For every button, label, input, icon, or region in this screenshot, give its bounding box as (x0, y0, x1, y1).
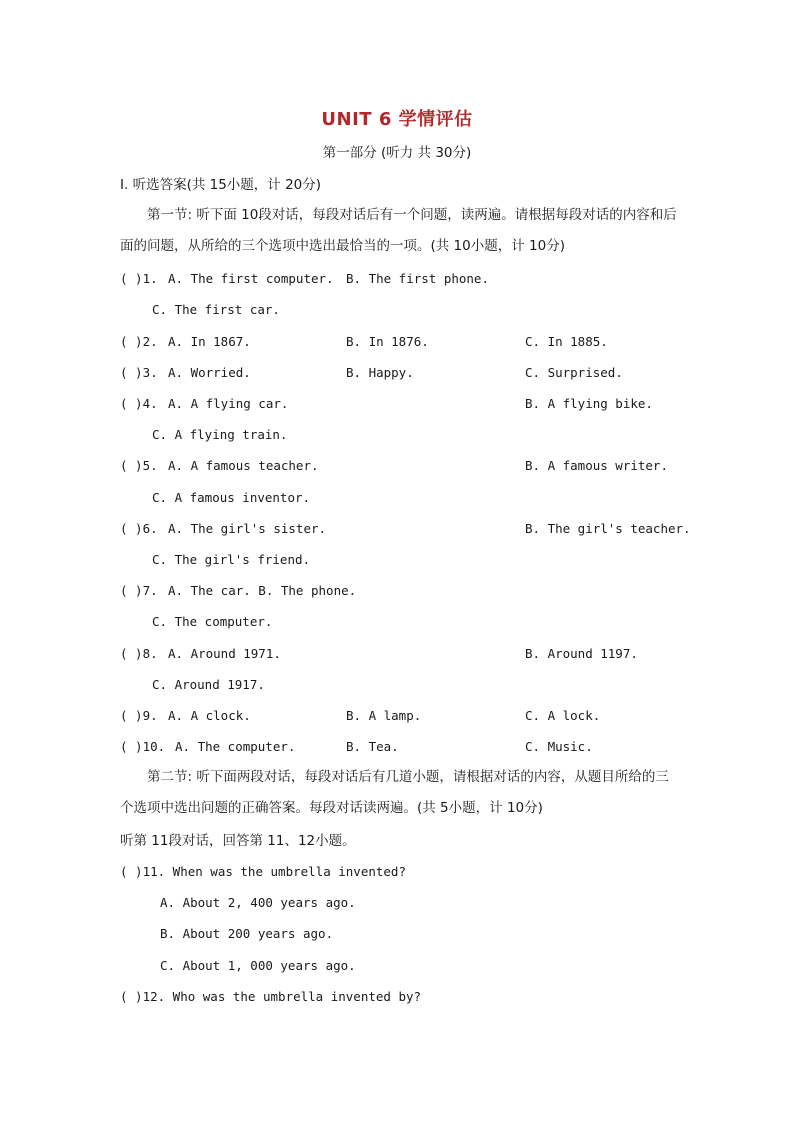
question-7-option-c: C. The computer. (152, 614, 273, 629)
question-7-number: ( )7. (120, 583, 158, 598)
question-5-option-b: B. A famous writer. (525, 458, 668, 473)
question-4-option-c: C. A flying train. (152, 427, 288, 442)
question-1-option-a: A. The first computer. (168, 271, 334, 286)
section1-part2-instructions: 第二节: 听下面两段对话，每段对话后有几道小题，请根据对话的内容，从题目所给的三个选项中选出问题的正确答案。每段对话读两遍。(共 5小题，计 10分) (120, 769, 669, 816)
question-11-stem: ( )11. When was the umbrella invented? (120, 864, 406, 879)
question-9-number: ( )9. (120, 708, 158, 723)
question-3-option-a: A. Worried. (168, 365, 251, 380)
question-5-option-a: A. A famous teacher. (168, 458, 319, 473)
question-9-option-b: B. A lamp. (346, 708, 422, 723)
question-2-option-a: A. In 1867. (168, 334, 251, 349)
question-9-option-a: A. A clock. (168, 708, 251, 723)
question-1-number: ( )1. (120, 271, 158, 286)
question-4-option-a: A. A flying car. (168, 396, 289, 411)
question-2-number: ( )2. (120, 334, 158, 349)
question-2-option-b: B. In 1876. (346, 334, 429, 349)
question-10-option-c: C. Music. (525, 739, 593, 754)
question-6-number: ( )6. (120, 521, 158, 536)
question-4-number: ( )4. (120, 396, 158, 411)
question-8-option-b: B. Around 1197. (525, 646, 638, 661)
question-10-option-b: B. Tea. (346, 739, 399, 754)
question-3-number: ( )3. (120, 365, 158, 380)
question-8-option-a: A. Around 1971. (168, 646, 281, 661)
question-6-option-b: B. The girl's teacher. (525, 521, 691, 536)
question-8-option-c: C. Around 1917. (152, 677, 265, 692)
question-3-option-b: B. Happy. (346, 365, 414, 380)
unit-title: UNIT 6 学情评估 (321, 109, 473, 130)
question-10-number: ( )10. (120, 739, 166, 754)
question-6-option-c: C. The girl's friend. (152, 552, 311, 567)
section1-part1-instructions: 第一节: 听下面 10段对话，每段对话后有一个问题，读两遍。请根据每段对话的内容和后面的问题，从所给的三个选项中选出最恰当的一项。(共 10小题，计 10分) (120, 207, 677, 254)
question-11-option-c: C. About 1, 000 years ago. (160, 958, 356, 973)
question-1-option-c: C. The first car. (152, 302, 280, 317)
question-11-option-b: B. About 200 years ago. (160, 926, 334, 941)
question-5-number: ( )5. (120, 458, 158, 473)
section-heading: Ⅰ. 听选答案(共 15小题，计 20分) (120, 177, 322, 193)
question-8-number: ( )8. (120, 646, 158, 661)
question-11-option-a: A. About 2, 400 years ago. (160, 895, 356, 910)
part-heading: 第一部分 (听力 共 30分) (322, 145, 472, 161)
question-4-option-b: B. A flying bike. (525, 396, 653, 411)
question-1-option-b: B. The first phone. (346, 271, 489, 286)
question-2-option-c: C. In 1885. (525, 334, 608, 349)
question-12-stem: ( )12. Who was the umbrella invented by? (120, 989, 422, 1004)
question-5-option-c: C. A famous inventor. (152, 490, 311, 505)
question-10-option-a: A. The computer. (175, 739, 296, 754)
question-9-option-c: C. A lock. (525, 708, 601, 723)
question-7-options-a-b: A. The car. B. The phone. (168, 583, 357, 598)
question-3-option-c: C. Surprised. (525, 365, 623, 380)
question-6-option-a: A. The girl's sister. (168, 521, 327, 536)
dialog-11-instruction: 听第 11段对话，回答第 11、12小题。 (120, 833, 356, 849)
